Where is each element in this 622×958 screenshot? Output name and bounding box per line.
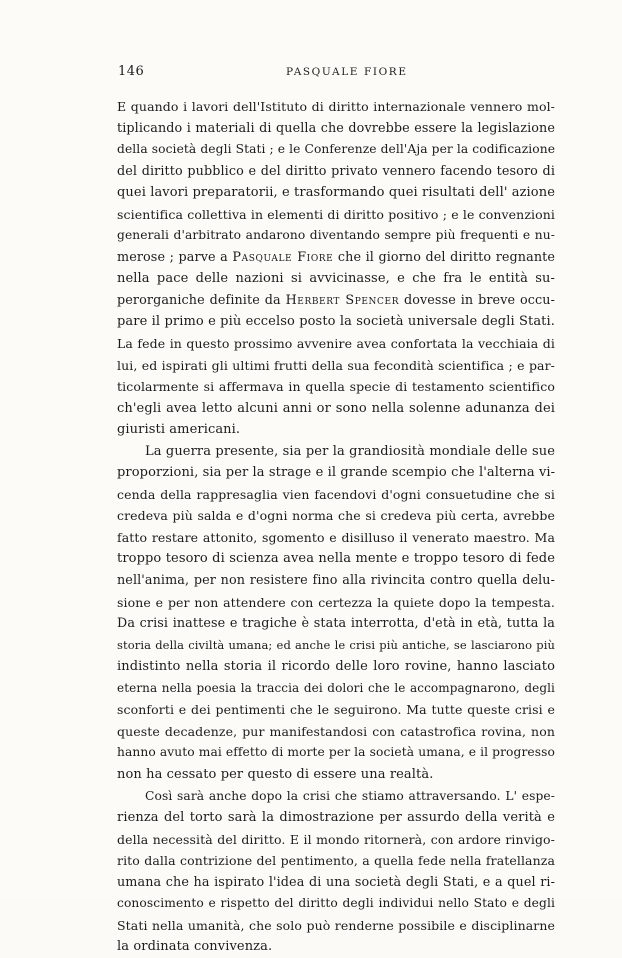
author-name-smallcaps: Pasquale Fiore — [232, 249, 334, 265]
text-line: troppo tesoro di scienza avea nella mente e troppo tesoro di fede — [117, 551, 555, 567]
text-line: credeva più salda e d'ogni norma che si credeva più certa, avrebbe — [117, 508, 555, 524]
text-line: giuristi americani. — [117, 422, 241, 438]
text-line: ticolarmente si affermava in quella specie di testamento scientifico — [117, 379, 555, 395]
page-number: 146 — [118, 64, 145, 79]
text-line: umana che ha ispirato l'idea di una società degli Stati, e a quel ri- — [117, 874, 555, 890]
text-line: eterna nella poesia la traccia dei dolori che le accompagnarono, degli — [117, 680, 555, 695]
text-line: hanno avuto mai effetto di morte per la società umana, e il progresso — [117, 745, 555, 760]
body-text — [117, 96, 555, 958]
text-line: generali d'arbitrato andarono diventando sempre più frequenti e nu- — [117, 228, 555, 243]
text-line: E quando i lavori dell'Istituto di diritto internazionale vennero mol- — [117, 99, 555, 114]
text-line: quei lavori preparatorii, e trasformando quei risultati dell' azione — [117, 185, 555, 201]
text-line: Da crisi inattese e tragiche è stata interrotta, d'età in età, tutta la — [117, 616, 555, 632]
text-line: Stati nella umanità, che solo può renderne possibile e disciplinarne — [117, 917, 555, 933]
text-line: ch'egli avea letto alcuni anni or sono nella solenne adunanza dei — [117, 400, 555, 416]
text-line: pare il primo e più eccelso posto la società universale degli Stati. — [117, 314, 555, 330]
text-line: non ha cessato per questo di essere una realtà. — [117, 766, 434, 782]
running-head — [118, 64, 554, 84]
text-line: nella pace delle nazioni si avvicinasse, e che fra le entità su- — [117, 271, 555, 287]
text-line: della società degli Stati ; e le Conferenze dell'Aja per la codificazione — [117, 142, 556, 157]
text-line: sione e per non attendere con certezza la quiete dopo la tempesta. — [117, 594, 555, 610]
text-line: conoscimento e rispetto del diritto degli individui nello Stato e degli — [117, 896, 555, 911]
text-line: merose ; parve a Pasquale Fiore che il giorno del diritto regnante — [117, 249, 555, 265]
text-line: nell'anima, per non resistere fino alla rivincita contro quella delu- — [117, 573, 555, 589]
text-line: La fede in questo prossimo avvenire avea confortata la vecchiaia di — [117, 336, 555, 352]
text-line: rito dalla contrizione del pentimento, a quella fede nella fratellanza — [117, 853, 555, 869]
text-line: scientifica collettiva in elementi di diritto positivo ; e le convenzioni — [117, 206, 555, 222]
paragraph-first-line: Così sarà anche dopo la crisi che stiamo attraversando. L' espe- — [145, 788, 555, 803]
text-line: perorganiche definite da Herbert Spencer dovesse in breve occu- — [117, 292, 555, 308]
text-line: la ordinata convivenza. — [117, 939, 273, 955]
text-line: indistinto nella storia il ricordo delle loro rovine, hanno lasciato — [117, 659, 555, 675]
text-line: queste decadenze, pur manifestandosi con catastrofica rovina, non — [117, 723, 555, 739]
text-line: del diritto pubblico e del diritto privato vennero facendo tesoro di — [117, 163, 555, 179]
text-line: rienza del torto sarà la dimostrazione per assurdo della verità e — [117, 810, 555, 826]
cited-name-smallcaps: Herbert Spencer — [285, 292, 400, 308]
text-line: fatto restare attonito, sgomento e disilluso il venerato maestro. Ma — [117, 529, 555, 545]
paragraph-first-line: La guerra presente, sia per la grandiosità mondiale delle sue — [145, 443, 555, 459]
text-line: cenda della rappresaglia vien facendovi d'ogni consuetudine che si — [117, 486, 555, 502]
running-title: PASQUALE FIORE — [286, 66, 408, 78]
text-line: proporzioni, sia per la strage e il grande scempio che l'alterna vi- — [117, 465, 556, 481]
text-line: tiplicando i materiali di quella che dovrebbe essere la legislazione — [117, 120, 555, 136]
text-line: storia della civiltà umana; ed anche le crisi più antiche, se lasciarono più — [117, 637, 555, 652]
text-line: della necessità del diritto. E il mondo ritornerà, con ardore rinvigo- — [117, 831, 555, 847]
text-line: sconforti e dei pentimenti che le seguirono. Ma tutte queste crisi e — [117, 702, 555, 718]
text-line: lui, ed ispirati gli ultimi frutti della sua fecondità scientifica ; e par- — [117, 357, 555, 373]
